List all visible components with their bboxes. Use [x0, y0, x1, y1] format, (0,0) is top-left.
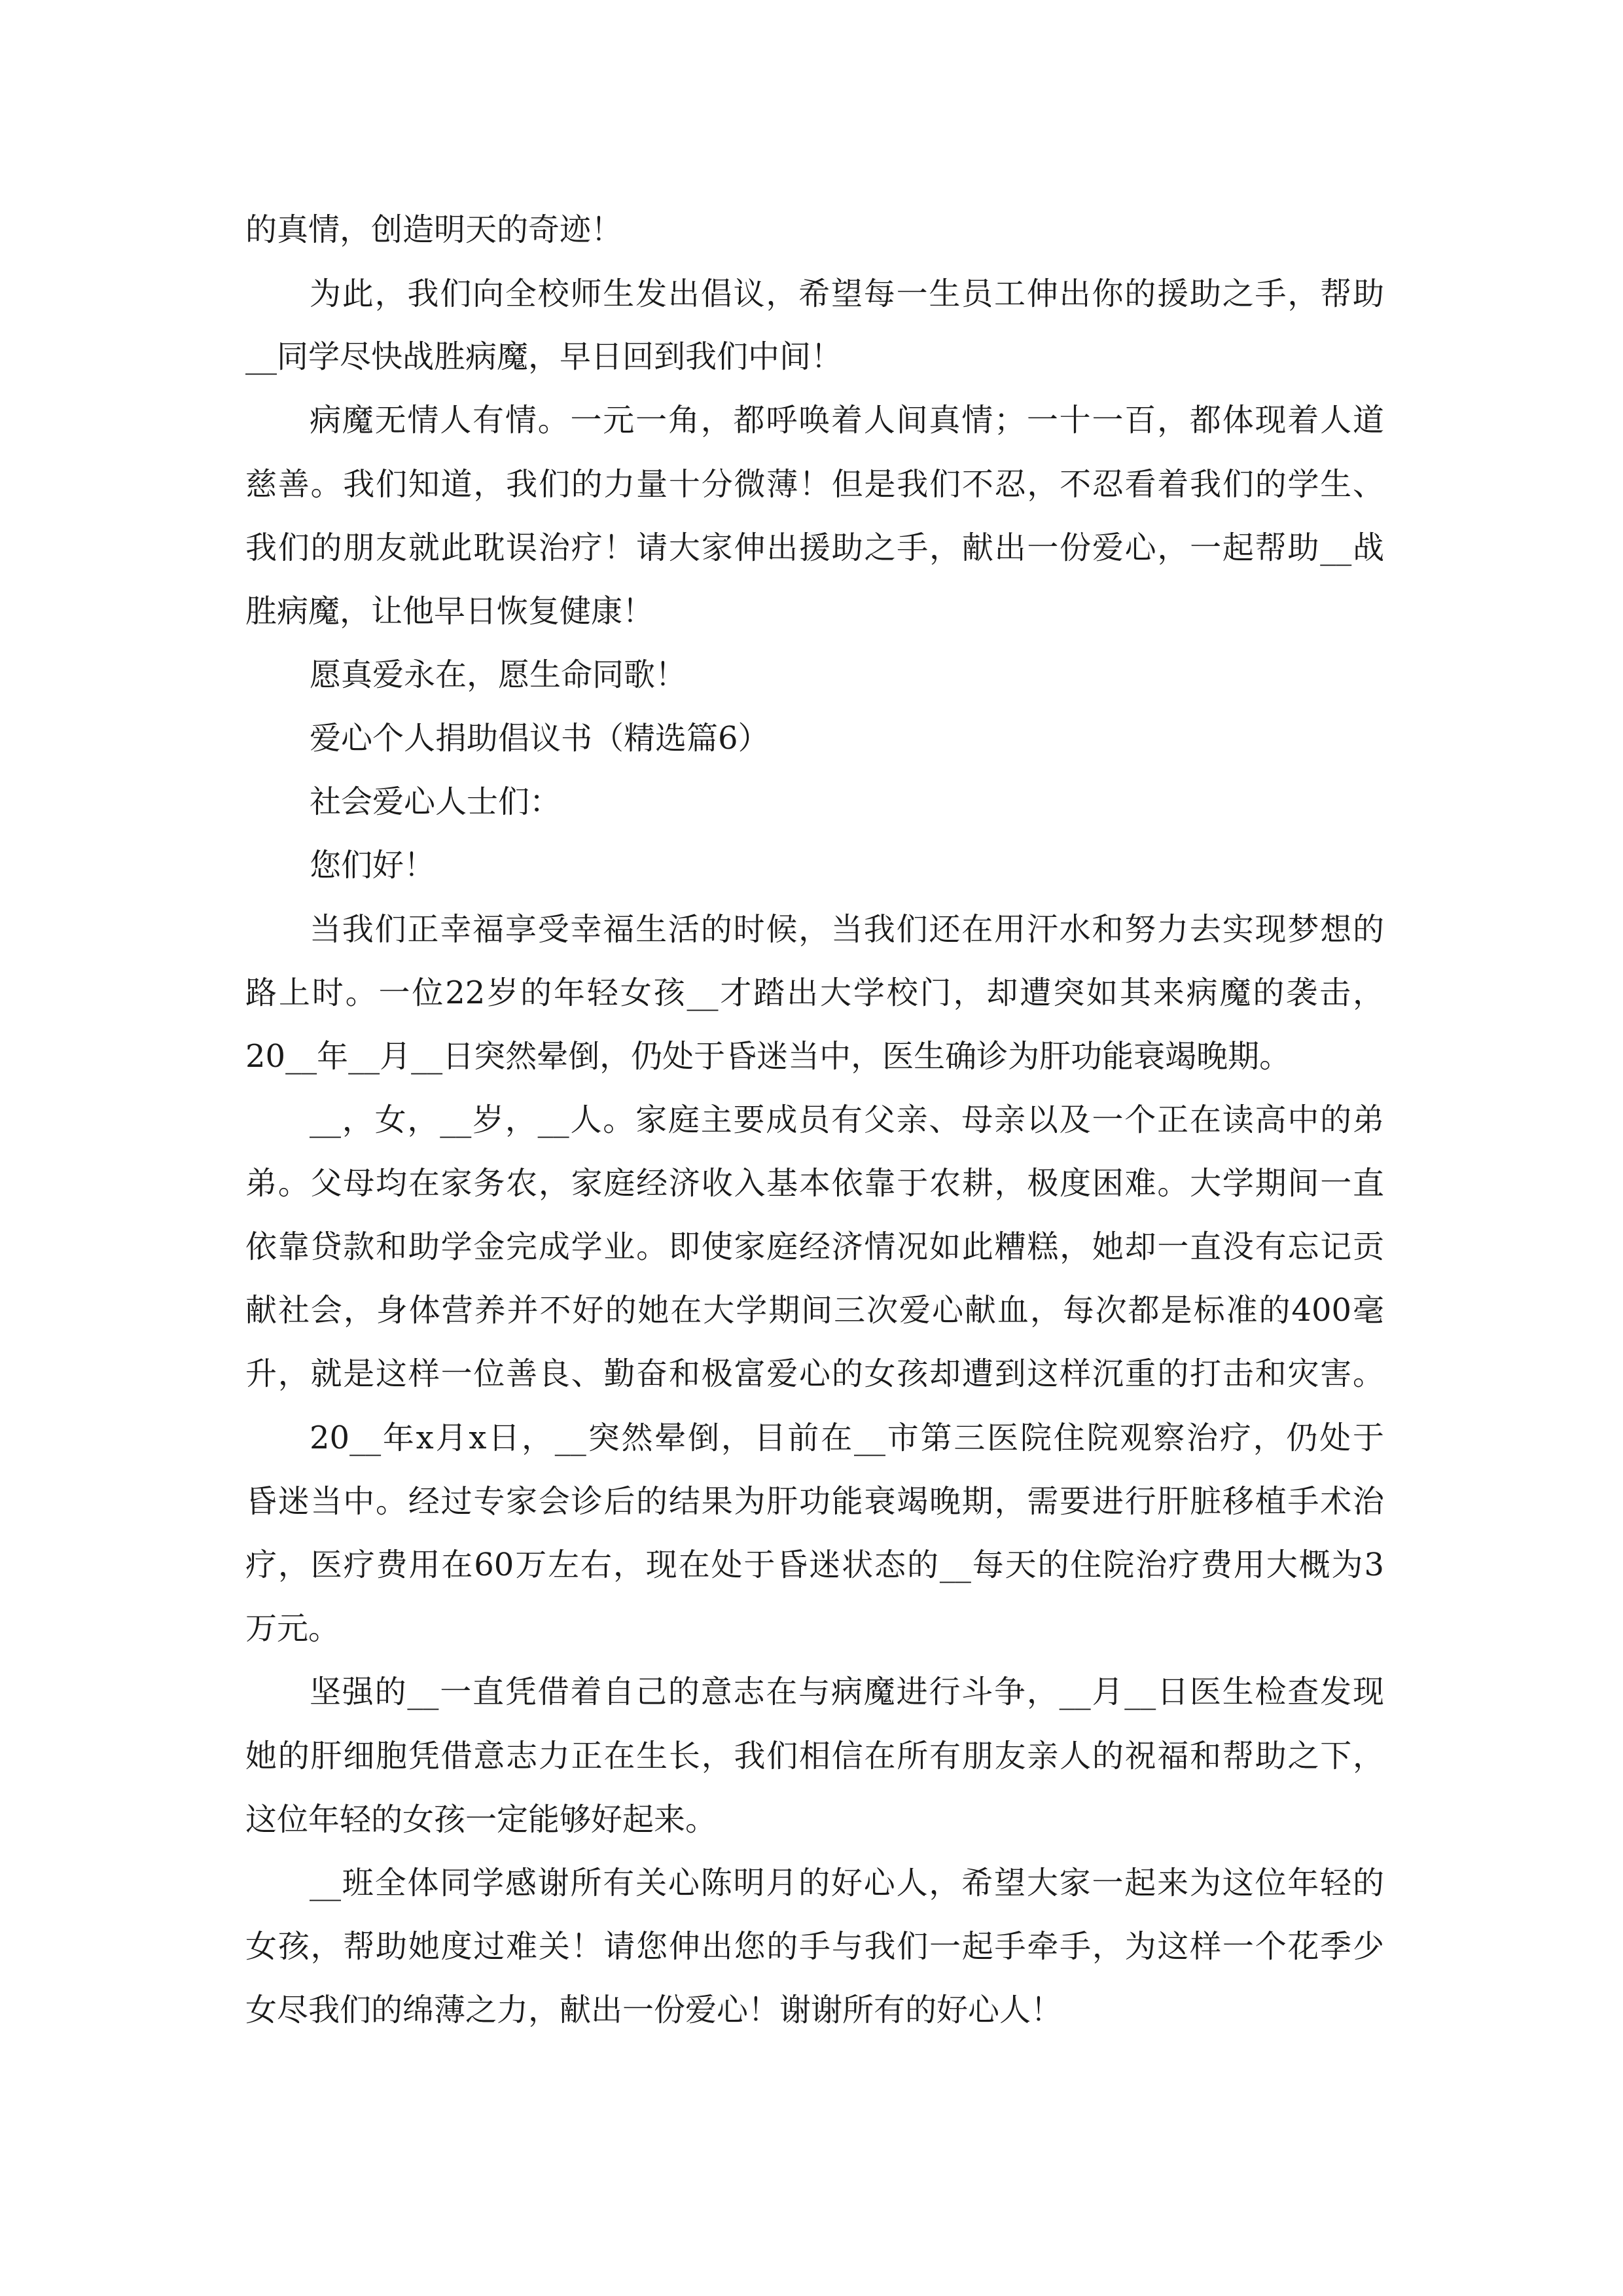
text-line: __同学尽快战胜病魔，早日回到我们中间！ — [245, 338, 843, 375]
text-line: 社会爱心人士们： — [310, 783, 562, 820]
text-line: 的真情，创造明天的奇迹！ — [245, 211, 623, 248]
text-line: 弟。父母均在家务农，家庭经济收入基本依靠于农耕，极度困难。大学期间一直 — [245, 1165, 1384, 1202]
text-line: 升，就是这样一位善良、勤奋和极富爱心的女孩却遭到这样沉重的打击和灾害。 — [245, 1355, 1384, 1392]
text-line: 她的肝细胞凭借意志力正在生长，我们相信在所有朋友亲人的祝福和帮助之下， — [245, 1738, 1384, 1774]
text-line: 献社会，身体营养并不好的她在大学期间三次爱心献血，每次都是标准的400毫 — [245, 1292, 1384, 1329]
text-line: 路上时。一位22岁的年轻女孩__才踏出大学校门，却遭突如其来病魔的袭击， — [245, 975, 1384, 1011]
text-line: 我们的朋友就此耽误治疗！请大家伸出援助之手，献出一份爱心，一起帮助__战 — [245, 529, 1384, 566]
text-line: 坚强的__一直凭借着自己的意志在与病魔进行斗争，__月__日医生检查发现 — [310, 1674, 1384, 1710]
text-line: 慈善。我们知道，我们的力量十分微薄！但是我们不忍，不忍看着我们的学生、 — [245, 466, 1384, 503]
text-line: 当我们正幸福享受幸福生活的时候，当我们还在用汗水和努力去实现梦想的 — [310, 911, 1384, 948]
text-line: 为此，我们向全校师生发出倡议，希望每一生员工伸出你的援助之手，帮助 — [310, 276, 1384, 312]
section-heading: 爱心个人捐助倡议书（精选篇6） — [310, 720, 770, 757]
text-line: __班全体同学感谢所有关心陈明月的好心人，希望大家一起来为这位年轻的 — [310, 1865, 1384, 1901]
text-line: 万元。 — [245, 1610, 340, 1647]
text-line: 昏迷当中。经过专家会诊后的结果为肝功能衰竭晚期，需要进行肝脏移植手术治 — [245, 1483, 1384, 1520]
text-line: 疗，医疗费用在60万左右，现在处于昏迷状态的__每天的住院治疗费用大概为3 — [245, 1547, 1384, 1583]
text-line: 20__年x月x日，__突然晕倒，目前在__市第三医院住院观察治疗，仍处于 — [310, 1420, 1384, 1456]
text-line: 胜病魔，让他早日恢复健康！ — [245, 593, 654, 630]
text-line: 20__年__月__日突然晕倒，仍处于昏迷当中，医生确诊为肝功能衰竭晚期。 — [245, 1038, 1291, 1075]
text-line: __，女，__岁，__人。家庭主要成员有父亲、母亲以及一个正在读高中的弟 — [310, 1102, 1384, 1138]
text-line: 女孩，帮助她度过难关！请您伸出您的手与我们一起手牵手，为这样一个花季少 — [245, 1928, 1384, 1965]
text-line: 愿真爱永在，愿生命同歌！ — [310, 656, 687, 693]
text-line: 病魔无情人有情。一元一角，都呼唤着人间真情；一十一百，都体现着人道 — [310, 402, 1384, 439]
text-line: 这位年轻的女孩一定能够好起来。 — [245, 1801, 717, 1838]
text-line: 您们好！ — [310, 847, 436, 884]
text-line: 女尽我们的绵薄之力，献出一份爱心！谢谢所有的好心人！ — [245, 1992, 1063, 2028]
text-line: 依靠贷款和助学金完成学业。即使家庭经济情况如此糟糕，她却一直没有忘记贡 — [245, 1229, 1384, 1265]
